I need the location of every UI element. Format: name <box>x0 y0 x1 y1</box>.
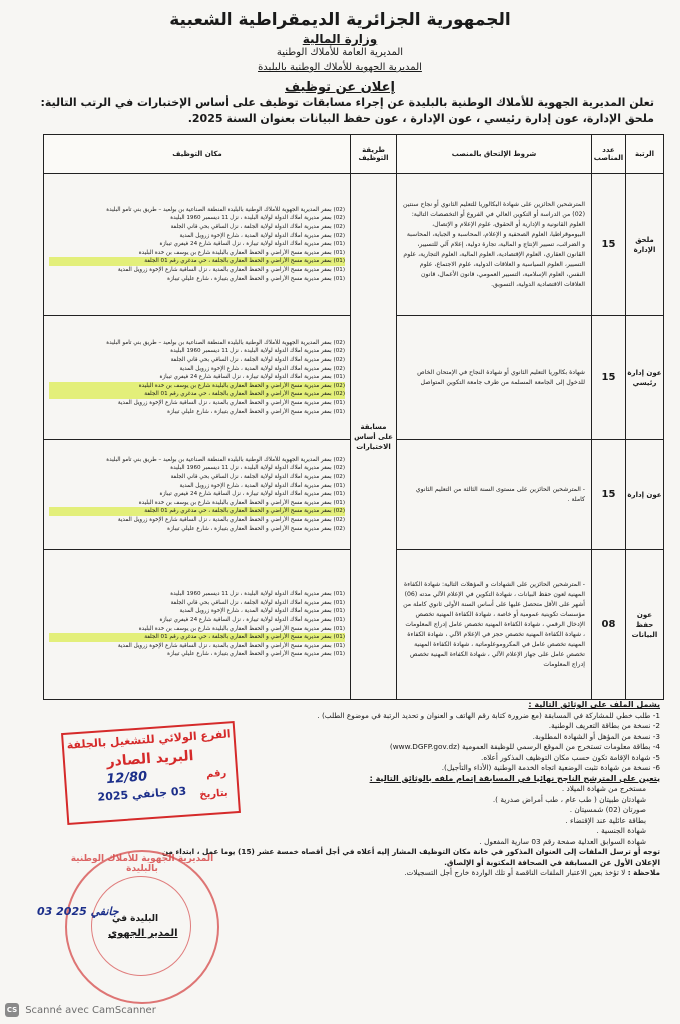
location-line-highlighted: (02) بمقر مديرية مسح الأراضي و الحفظ العقاري بالجلفة ، حي مدغري رقم 01 الجلفة <box>49 390 345 399</box>
header-rank: الرتبة <box>626 135 664 174</box>
successful-item: مستخرج من شهادة الميلاد . <box>561 784 646 793</box>
stamp-handwritten-number: 12/80 <box>105 769 148 788</box>
scanner-text: Scanné avec CamScanner <box>25 1005 156 1016</box>
location-line: (02) بمقر مديرية أملاك الدولة لولاية الجلفة ، نزل الساقي بحي قاني الجلفة <box>170 474 345 481</box>
location-line: (02) بمقر مديرية أملاك الدولة لولاية البليدة ، نزل 11 ديسمبر 1960 البليدة <box>170 465 345 472</box>
location-line: (01) بمقر مديرية أملاك الدولة لولاية تيبازة ، نزل الساقية شارع 24 فيفري تيبازة <box>159 491 345 498</box>
incoming-mail-stamp <box>61 721 241 825</box>
location-line-highlighted: (02) بمقر مديرية مسح الأراضي و الحفظ العقاري بالجلفة ، حي مدغري رقم 01 الجلفة <box>49 507 345 516</box>
location-line: (02) بمقر مديرية أملاك الدولة لولاية المدية ، شارع الإخوة زرويل المدية <box>179 365 345 372</box>
document-item: 2- نسخة من بطاقة التعريف الوطنية. <box>548 721 660 730</box>
document-item: 6- نسخة من شهادة تثبت الوضعية اتجاه الخدمة الوطنية (الأداء والتأجيل). <box>441 763 660 772</box>
note-label: ملاحظة : <box>627 868 660 877</box>
regional-directorate: المديرية الجهوية للأملاك الوطنية بالبليدة <box>258 62 422 73</box>
republic-title: الجمهورية الجزائرية الديمقراطية الشعبية <box>169 10 511 30</box>
ministry-title: وزارة المالية <box>302 32 378 46</box>
location-line: (01) بمقر مديرية أملاك الدولة لولاية المدية ، شارع الإخوة زرويل المدية <box>179 608 345 615</box>
location-line: (01) بمقر مديرية أملاك الدولة لولاية المدية ، شارع الإخوة زرويل المدية <box>179 482 345 489</box>
conditions-cell: - المترشحين الحائزين على مستوى السنة الثالثة من التعليم الثانوي كاملة . <box>397 440 592 550</box>
location-line: (01) بمقر مديرية مسح الأراضي و الحفظ العقاري بالمدية ، نزل الساقية شارع الإخوة زرويل المدية <box>117 266 345 273</box>
document-item: 1- طلب خطي للمشاركة في المسابقة (مع ضرورة كتابة رقم الهاتف و العنوان و تحديد الرتبة في موضوع الطلب) . <box>317 710 660 720</box>
location-line: (01) بمقر مديرية مسح الأراضي و الحفظ العقاري بالمدية ، نزل الساقية شارع الإخوة زرويل المدية <box>117 399 345 406</box>
document-item: 3- نسخة من المؤهل أو الشهادة المطلوبة. <box>532 731 660 741</box>
successful-item: شهادة السوابق العدلية صفحة رقم 03 سارية المفعول . <box>479 836 646 846</box>
stamp-number-label: رقم <box>205 767 227 781</box>
count-cell: 15 <box>592 440 626 550</box>
stamp-handwritten-date: 03 جانفي 2025 <box>97 784 187 804</box>
location-cell <box>44 316 351 440</box>
successful-title: يتعين على المترشح الناجح نهائيا في المسابقة إتمام ملفه بالوثائق التالية : <box>369 773 660 783</box>
location-cell <box>44 440 351 550</box>
location-line: (02) بمقر مديرية أملاك الدولة لولاية البليدة ، نزل 11 ديسمبر 1960 البليدة <box>170 215 345 222</box>
location-line: (01) بمقر مديرية مسح الأراضي و الحفظ العقاري بالبليدة شارع بن يوسف بن خدة البليدة <box>138 625 345 632</box>
successful-item: بطاقة عائلية عند الإقتضاء . <box>565 815 646 825</box>
location-line: (02) بمقر مديرية أملاك الدولة لولاية المدية ، شارع الإخوة زرويل المدية <box>179 232 345 239</box>
document-item: 4- بطاقة معلومات تستخرج من الموقع الرسمي للوظيفة العمومية (www.DGFP.gov.dz) <box>389 742 660 751</box>
documents-title: يشمل الملف على الوثائق التالية : <box>528 700 660 709</box>
count-cell: 15 <box>592 174 626 316</box>
location-line: (02) بمقر المديرية الجهوية للأملاك الوطنية بالبليدة المنطقة الصناعية بن بولعيد – طريق بني تامو البليدة <box>106 456 345 463</box>
signature-date: 03 جانفي 2025 <box>37 905 119 918</box>
document-item: 5- شهادة الإقامة تكون حسب مكان التوظيف المذكور أعلاه. <box>481 752 660 762</box>
header-location: مكان التوظيف <box>44 135 351 174</box>
location-line-highlighted: (01) بمقر مديرية مسح الأراضي و الحفظ العقاري بالجلفة ، حي مدغري رقم 01 الجلفة <box>49 633 345 642</box>
rank-cell: عون إدارة <box>626 440 664 550</box>
count-cell: 15 <box>592 316 626 440</box>
header-conditions: شروط الإلتحاق بالمنصب <box>397 135 592 174</box>
scanner-footer <box>5 1003 156 1017</box>
location-line: (01) بمقر مديرية أملاك الدولة لولاية تيبازة ، نزل الساقية شارع 24 فيفري تيبازة <box>159 241 345 248</box>
location-line: (01) بمقر مديرية مسح الأراضي و الحفظ العقاري بتيبازة ، شارع عليلي تيبازة <box>167 651 345 658</box>
deadline-text: توجه أو ترسل الملفات إلى العنوان المذكور في خانة مكان التوظيف المشار إليه أعلاه في أجل أقصاه خمسة عشر (15) يوما عمل ، ابتداء من الإعلان الأول عن المسابقة في الصحافة المكتوبة أو الإلصاق. <box>161 847 660 867</box>
official-seal <box>65 850 219 1004</box>
location-line: (01) بمقر مديرية مسح الأراضي و الحفظ العقاري بتيبازة ، شارع عليلي تيبازة <box>167 275 345 282</box>
note-text: لا تؤخذ بعين الاعتبار الملفات الناقصة أو تلك الواردة خارج أجل التسجيلات. <box>404 868 626 877</box>
header-method: طريقة التوظيف <box>351 135 397 174</box>
location-line: (01) بمقر مديرية مسح الأراضي و الحفظ العقاري بتيبازة ، شارع عليلي تيبازة <box>167 408 345 415</box>
location-line: (01) بمقر مديرية أملاك الدولة لولاية تيبازة ، نزل الساقية شارع 24 فيفري تيبازة <box>159 616 345 623</box>
location-line: (01) بمقر مديرية مسح الأراضي و الحفظ العقاري بالبليدة شارع بن يوسف بن خدة البليدة <box>138 249 345 256</box>
conditions-cell: المترشحين الحائزين على شهادة البكالوريا للتعليم الثانوي أو نجاح سنتين (02) من الدراسة أو التكوين العالي في الفروع أو التخصصات التالية: العلوم القانونية و الإدارية أو الحقوق، علوم الإعلام و الإتصال، البيوموقراطيا، العلوم الصحفية و الإعلام، المحاسبة و الجباية، المحاسبة و الضرائب، تسيير الإنتاج و المالية، تجارة دولية، إعلام آلي للتسيير، القانون العقاري، العلوم الإقتصادية، العلوم المالية، العلوم التجارية، علوم التسيير، العلوم السياسية و العلاقات الدولية، علوم الاجتماع، علوم النفس، العلوم الإسلامية، التسيير العمومي، قانون الأعمال، قانون العلاقات الاقتصادية الدولية، التسويق. <box>397 174 592 316</box>
location-line: (01) بمقر مديرية مسح الأراضي و الحفظ العقاري بالمدية ، نزل الساقية شارع الإخوة زرويل المدية <box>117 642 345 649</box>
table-row <box>44 174 664 316</box>
signature-title: المدير الجهوي <box>108 928 178 939</box>
location-line: (02) بمقر مديرية مسح الأراضي و الحفظ العقاري بتيبازة ، شارع عليلي تيبازة <box>167 525 345 532</box>
rank-cell: عون حفظ البيانات <box>626 550 664 700</box>
note-row <box>150 868 660 879</box>
successful-item: شهادتان طبيتان ( طب عام ، طب أمراض صدرية ). <box>492 794 646 804</box>
seal-text: المديرية الجهوية للأملاك الوطنية بالبليدة <box>70 854 214 874</box>
successful-item: شهادة الجنسية . <box>596 826 646 835</box>
general-directorate: المديرية العامة للأملاك الوطنية <box>276 47 404 58</box>
location-line: (02) بمقر المديرية الجهوية للأملاك الوطنية بالبليدة المنطقة الصناعية بن بولعيد – طريق بني تامو البليدة <box>106 339 345 346</box>
location-line: (01) بمقر مديرية مسح الأراضي و الحفظ العقاري بالبليدة شارع بن يوسف بن خدة البليدة <box>138 499 345 506</box>
location-line: (02) بمقر مديرية أملاك الدولة لولاية الجلفة ، نزل الساقي بحي قاني الجلفة <box>170 357 345 364</box>
recruitment-table <box>43 134 664 700</box>
location-line: (02) بمقر مديرية أملاك الدولة لولاية الجلفة ، نزل الساقي بحي قاني الجلفة <box>170 224 345 231</box>
location-line-highlighted: (01) بمقر مديرية مسح الأراضي و الحفظ العقاري بالجلفة ، حي مدغري رقم 01 الجلفة <box>49 257 345 266</box>
intro-paragraph: تعلن المديرية الجهوية للأملاك الوطنية بالبليدة عن إجراء مسابقات توظيف على أساس الإختبارات في الرتب التالية: ملحق الإدارة، عون إدارة رئيسي ، عون الإدارة ، عون حفظ البيانات بعنوان السنة 2025. <box>40 96 654 125</box>
rank-cell: ملحق الإدارة <box>626 174 664 316</box>
location-line: (02) بمقر مديرية أملاك الدولة لولاية البليدة ، نزل 11 ديسمبر 1960 البليدة <box>170 348 345 355</box>
conditions-cell: - المترشحين الحائزين على الشهادات و المؤهلات التالية: شهادة الكفاءة المهنية لعون حفظ البيانات ، شهادة التكوين في الإعلام الآلي مدته (06) أشهر على الأقل متحصل عليها على أساس السنة الأولى ثانوي كاملة من مؤسسات تكوينية عمومية أو خاصة ، شهادة الكفاءة المهنية تخصص الإدخال الرقمي ، شهادة الكفاءة المهنية تخصص عامل إدراج المعلومات ، شهادة الكفاءة المهنية تخصص حجز في الإعلام الآلي ، شهادة الكفاءة المهنية تخصص عامل في المكروموعلوماتية ، شهادة الكفاءة المهنية تخصص عامل على جهاز الإعلام الآلي ، شهادة الكفاءة المهنية تخصص إدراج المعلومات <box>397 550 592 700</box>
location-cell <box>44 174 351 316</box>
announcement-title: إعلان عن توظيف <box>285 80 395 95</box>
conditions-cell: شهادة بكالوريا التعليم الثانوي أو شهادة النجاح في الإمتحان الخاص للدخول إلى الجامعة المسلمة من طرف جامعة التكوين المتواصل <box>397 316 592 440</box>
camscanner-icon: CS <box>5 1003 19 1017</box>
location-line: (02) بمقر المديرية الجهوية للأملاك الوطنية بالبليدة المنطقة الصناعية بن بولعيد – طريق بني تامو البليدة <box>106 206 345 213</box>
location-line: (01) بمقر مديرية أملاك الدولة لولاية البليدة ، نزل 11 ديسمبر 1960 البليدة <box>170 591 345 598</box>
count-cell: 08 <box>592 550 626 700</box>
stamp-date-label: بتاريخ <box>198 787 228 801</box>
rank-cell: عون إدارة رئيسي <box>626 316 664 440</box>
location-line: (02) بمقر مديرية مسح الأراضي و الحفظ العقاري بالمدية ، نزل الساقية شارع الإخوة زرويل المدية <box>117 516 345 523</box>
location-line-highlighted: (02) بمقر مديرية مسح الأراضي و الحفظ العقاري بالبليدة شارع بن يوسف بن خدة البليدة <box>49 382 345 391</box>
successful-item: صورتان (02) شمسيتان . <box>569 805 646 814</box>
header-count: عدد المناصب <box>592 135 626 174</box>
location-line: (01) بمقر مديرية أملاك الدولة لولاية تيبازة ، نزل الساقية شارع 24 فيفري تيبازة <box>159 374 345 381</box>
stamp-line2: البريد الصادر <box>106 748 195 771</box>
signature-place: البليدة في <box>112 914 159 924</box>
seal-inner-ring <box>91 876 191 976</box>
table-header-row <box>44 135 664 174</box>
location-line: (01) بمقر مديرية أملاك الدولة لولاية الجلفة ، نزل الساقي بحي قاني الجلفة <box>170 599 345 606</box>
stamp-line1: الفرع الولائي للتشغيل بالجلفة <box>66 727 231 752</box>
method-cell: مسابقة على أساس الاختبارات <box>351 174 397 700</box>
location-cell <box>44 550 351 700</box>
